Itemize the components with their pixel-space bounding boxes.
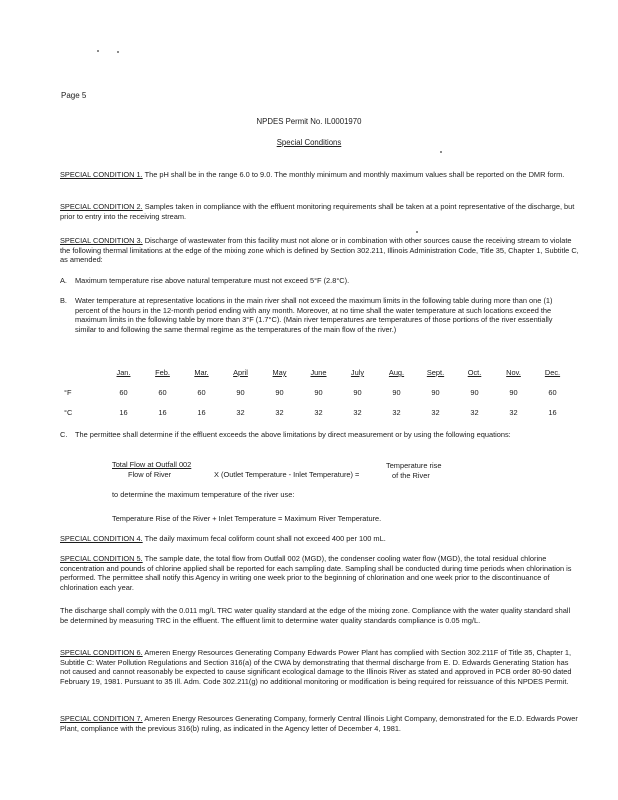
table-row-celsius [60, 408, 572, 428]
month-header: Feb. [155, 368, 170, 377]
equation-result-bottom: of the River [392, 471, 430, 480]
table-cell: 90 [353, 388, 362, 397]
condition-label: SPECIAL CONDITION 7. [60, 714, 143, 723]
table-cell: 32 [275, 408, 284, 417]
equation-denominator: Flow of River [128, 470, 172, 479]
condition-text: The daily maximum fecal coliform count shall not exceed 400 per 100 mL. [142, 534, 386, 543]
table-cell: 90 [509, 388, 518, 397]
unit-label: °F [64, 388, 72, 397]
table-corner-cell [60, 368, 104, 388]
condition-text: Samples taken in compliance with the effluent monitoring requirements shall be taken at a point representative of the discharge, but prior to entry into the receiving stream. [60, 202, 575, 221]
table-cell: 16 [158, 408, 167, 417]
special-condition-7 [60, 714, 580, 733]
item-a-marker: A. [60, 276, 67, 285]
month-header: Jan. [116, 368, 131, 377]
month-header: July [350, 368, 365, 377]
special-condition-5-continued: The discharge shall comply with the 0.011 mg/L TRC water quality standard at the edge of the mixing zone. Compliance with the water quality standard shall be determined by measuring TRC in the effluent. The effluent limit to determine water quality standards compliance is 0.05 mg/L. [60, 606, 571, 625]
table-cell: 90 [236, 388, 245, 397]
table-cell: 32 [431, 408, 440, 417]
temperature-limits-table [60, 368, 572, 428]
table-cell: 32 [392, 408, 401, 417]
condition-text: The sample date, the total flow from Outfall 002 (MGD), the condenser cooling water flow (MGD), the total residual chlorine concentration and pounds of chlorine applied shall be reported for each sampling date. Sampling shall be conducted during time periods when chlorination is performed. The permittee shall notify this Agency in writing one week prior to the beginning of chlorination and one week prior to the discontinuance of chlorination each year. [60, 554, 572, 592]
special-condition-2 [60, 202, 580, 221]
table-cell: 90 [275, 388, 284, 397]
table-cell: 16 [197, 408, 206, 417]
table-cell: 32 [470, 408, 479, 417]
month-header: Sept. [426, 368, 445, 377]
special-condition-6 [60, 648, 580, 686]
equation-multiplier: X (Outlet Temperature - Inlet Temperature) = [214, 470, 360, 479]
month-header: June [310, 368, 327, 377]
month-header: May [272, 368, 287, 377]
condition-label: SPECIAL CONDITION 4. [60, 534, 143, 543]
table-cell: 16 [119, 408, 128, 417]
table-cell: 60 [197, 388, 206, 397]
month-header: Oct. [467, 368, 482, 377]
section-title: Special Conditions [276, 138, 342, 147]
condition-label: SPECIAL CONDITION 1. [60, 170, 143, 179]
table-cell: 32 [314, 408, 323, 417]
condition-label: SPECIAL CONDITION 2. [60, 202, 143, 211]
condition-text: The pH shall be in the range 6.0 to 9.0. The monthly minimum and monthly maximum values shall be reported on the DMR form. [142, 170, 565, 179]
item-c-text: The permittee shall determine if the effluent exceeds the above limitations by direct measurement or by using the following equations: [75, 430, 511, 439]
table-cell: 90 [314, 388, 323, 397]
condition-label: SPECIAL CONDITION 3. [60, 236, 143, 245]
month-header: Nov. [506, 368, 521, 377]
item-b-marker: B. [60, 296, 67, 305]
scan-speck [117, 51, 119, 53]
condition-text: Ameren Energy Resources Generating Company Edwards Power Plant has complied with Section 302.211F of Title 35, Chapter 1, Subtitle C: Water Pollution Regulations and Section 316(a) of the CWA by demonstrating that thermal discharge from E. D. Edwards Generating Station has not caused and cannot reasonably be expected to cause significant ecological damage to the Illinois River as stated and approved in PCB order 80-90 dated February 19, 1981. Pursuant to 35 Ill. Adm. Code 302.211(g) no additional monitoring or modification is being required for reissuance of this NPDES Permit. [60, 648, 572, 686]
table-cell: 32 [236, 408, 245, 417]
month-header: Mar. [194, 368, 209, 377]
table-cell: 60 [119, 388, 128, 397]
table-cell: 60 [158, 388, 167, 397]
condition-label: SPECIAL CONDITION 6. [60, 648, 143, 657]
special-condition-1 [60, 170, 580, 180]
scan-speck [97, 50, 99, 52]
equation-numerator: Total Flow at Outfall 002 [112, 460, 192, 469]
table-header-row [60, 368, 572, 388]
table-cell: 60 [548, 388, 557, 397]
month-header: Aug. [388, 368, 405, 377]
table-row-fahrenheit [60, 388, 572, 408]
scan-speck [440, 151, 442, 153]
condition-text: Discharge of wastewater from this facility must not alone or in combination with other sources cause the receiving stream to violate the following thermal limitations at the edge of the mixing zone which is defined by Section 302.211, Illinois Administration Code, Title 35, Chapter 1, Subtitle C, as amended: [60, 236, 579, 265]
item-b-text: Water temperature at representative locations in the main river shall not exceed the maximum limits in the following table during more than one (1) percent of the hours in the 12-month period ending with any month. Moreover, at no time shall the water temperature at such locations exceed the maximum limits in the following table by more than 3°F (1.7°C). (Main river temperatures are temperatures of those portions of the river essentially similar to and following the same thermal regime as the temperatures of the main flow of the river.) [75, 296, 553, 334]
permit-title: NPDES Permit No. IL0001970 [256, 117, 362, 126]
unit-label: °C [64, 408, 73, 417]
table-cell: 16 [548, 408, 557, 417]
equation-result-top: Temperature rise [386, 461, 442, 470]
month-header: Dec. [544, 368, 561, 377]
condition-text: Ameren Energy Resources Generating Company, formerly Central Illinois Light Company, demonstrated for the E.D. Edwards Power Plant, compliance with the previous 316(b) ruling, as indicated in the Agency letter of December 4, 1981. [60, 714, 578, 733]
equation-formula: Temperature Rise of the River + Inlet Temperature = Maximum River Temperature. [112, 514, 382, 523]
condition-label: SPECIAL CONDITION 5. [60, 554, 143, 563]
scan-speck [416, 231, 418, 233]
table-cell: 32 [509, 408, 518, 417]
table-cell: 90 [470, 388, 479, 397]
special-condition-4 [60, 534, 580, 544]
page-number: Page 5 [61, 91, 87, 100]
special-condition-3 [60, 236, 580, 265]
month-header: April [233, 368, 248, 377]
equation-note: to determine the maximum temperature of the river use: [112, 490, 295, 499]
table-cell: 90 [392, 388, 401, 397]
item-a-text: Maximum temperature rise above natural temperature must not exceed 5°F (2.8°C). [75, 276, 350, 285]
special-condition-5 [60, 554, 580, 592]
table-cell: 32 [353, 408, 362, 417]
item-c-marker: C. [60, 430, 68, 439]
table-cell: 90 [431, 388, 440, 397]
